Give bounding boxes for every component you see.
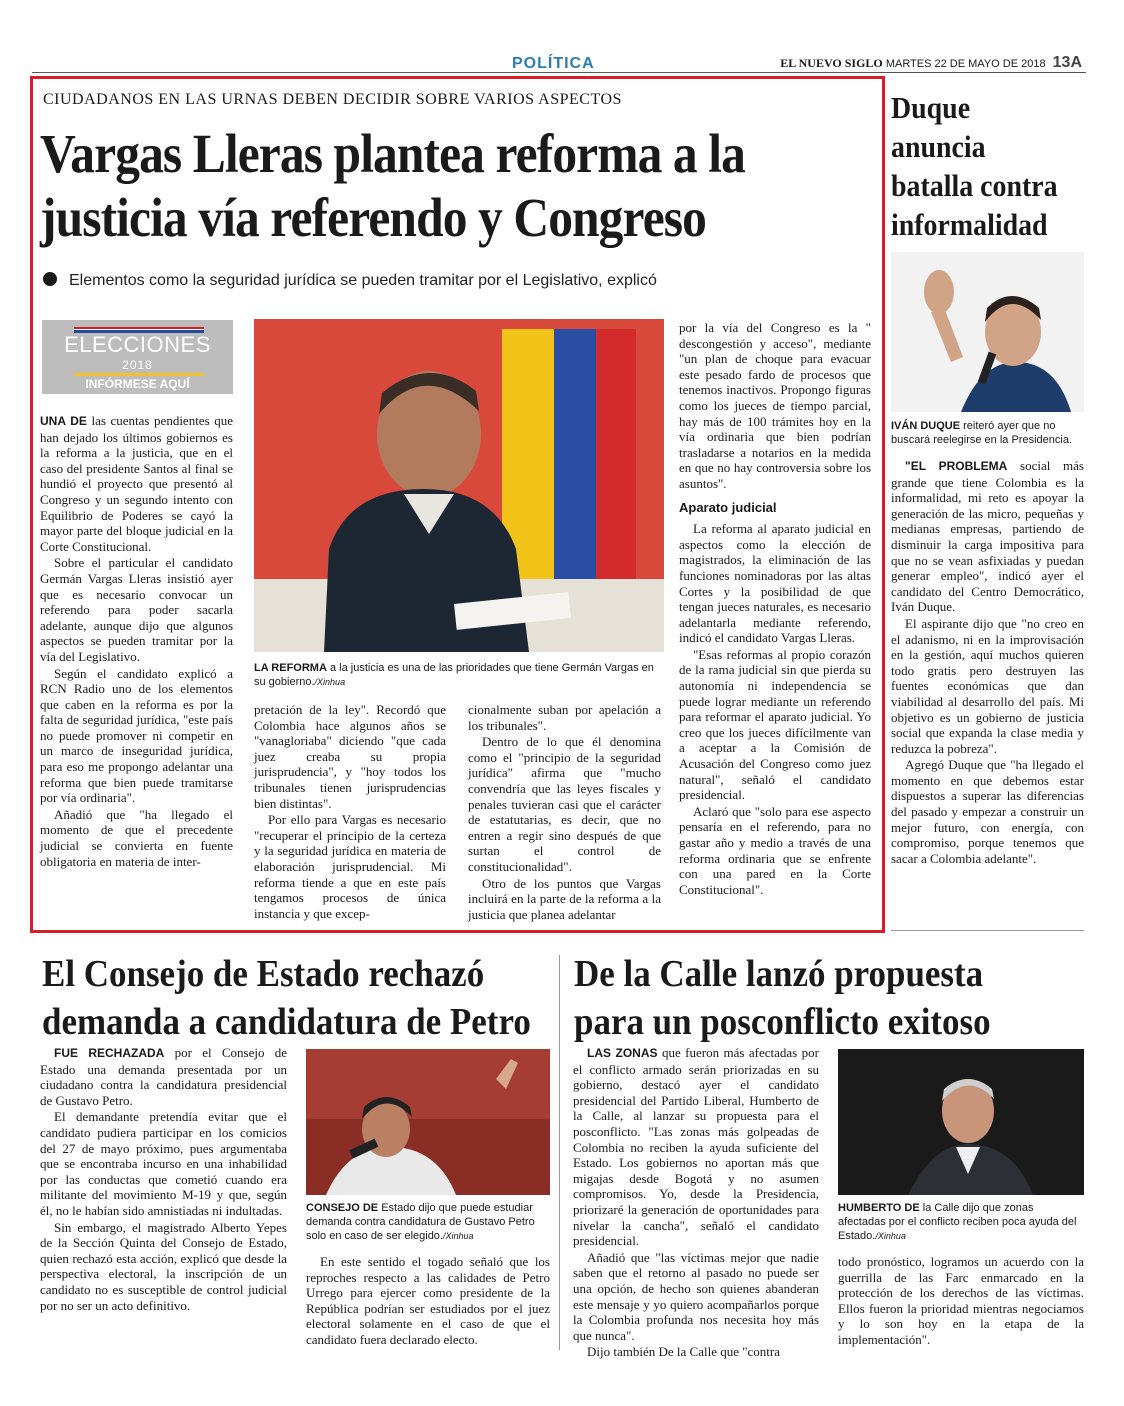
yellow-line: [74, 373, 204, 376]
paragraph: cionalmente suban por apelación a los tribunales".: [468, 702, 661, 733]
side-headline: Duque anuncia batalla contra informalidad: [891, 90, 1058, 242]
main-column-3: [468, 702, 661, 923]
petro-headline: El Consejo de Estado rechazó demanda a candidatura de Petro: [42, 953, 531, 1043]
petro-column-1: [40, 1045, 287, 1314]
bullet-icon: [43, 272, 57, 286]
paragraph: todo pronóstico, logramos un acuerdo con la guerrilla de las Farc enmarcado en la protección de los derechos de las víctimas. Ellos fueron la prioridad mientras negociamos y lo son hoy en la etapa de la implementación".: [838, 1254, 1084, 1347]
petro-photo-caption: CONSEJO DE Estado dijo que puede estudiar demanda contra candidatura de Gustavo Petro solo en caso de ser elegido./Xinhua: [306, 1202, 535, 1242]
elecciones-link[interactable]: INFÓRMESE AQUÍ: [85, 377, 190, 391]
de-la-calle-photo: [838, 1049, 1084, 1195]
photo-illustration: [254, 319, 664, 652]
elecciones-title: ELECCIONES: [64, 332, 211, 357]
lead-in: UNA DE: [40, 414, 87, 428]
paragraph: La reforma al aparato judicial en aspectos como la elección de magistrados, la eliminación de las funciones nominadoras por las altas Cortes y la posibilidad de que tengan jueces naturales, es necesario adelantarla mediante referendo, indicó el candidato Vargas Lleras.: [679, 521, 871, 646]
paragraph: Sin embargo, el magistrado Alberto Yepes de la Sección Quinta del Consejo de Estado, quien rechazó esta acción, explicó que desde la perspectiva electoral, la inscripción de un candidato no es susceptible de control judicial por no ser un acto definitivo.: [40, 1219, 287, 1313]
main-photo-caption: LA REFORMA a la justicia es una de las prioridades que tiene Germán Vargas en su gobierno./Xinhua: [254, 662, 654, 688]
calle-headline: De la Calle lanzó propuesta para un posconflicto exitoso: [574, 953, 991, 1043]
paragraph: por la vía del Congreso es la " descongestión y acceso", mediante "un plan de choque para evacuar este pesado fardo de procesos que tenemos inactivos. Propongo figuras como los jueces de tiempo parcial, hay más de 100 trámites hoy en la vía ordinaria que bien podrían trasladarse a notarios en la medida en que no hay controversia sobre los asuntos".: [679, 320, 871, 491]
section-label: POLÍTICA: [512, 55, 595, 72]
main-kicker: CIUDADANOS EN LAS URNAS DEBEN DECIDIR SOBRE VARIOS ASPECTOS: [43, 91, 622, 108]
main-headline: Vargas Lleras plantea reforma a la justicia vía referendo y Congreso: [40, 123, 745, 248]
paragraph: Añadió que "ha llegado el momento de que el precedente judicial se convierta en fuente obligatoria en materia de inter-: [40, 806, 233, 869]
calle-column-1: [573, 1045, 819, 1361]
paragraph: Sobre el particular el candidato Germán Vargas Lleras insistió ayer que es necesario convocar un referendo para poder sacarla adelante, aunque dijo que algunos aspectos se pueden tramitar por la vía del Legislativo.: [40, 555, 233, 664]
petro-photo: [306, 1049, 550, 1195]
photo-illustration: [891, 252, 1084, 412]
duque-photo: [891, 252, 1084, 412]
paragraph: UNA DE las cuentas pendientes que han dejado los últimos gobiernos es la reforma a la justicia, que en el caso del presidente Santos al final se hundió el proyecto que presentó al Congreso y un segundo intento con Equilibrio de Poderes se cayó la mayor parte del bloque judicial en la Corte Constitucional.: [40, 413, 233, 554]
main-column-1: [40, 413, 233, 870]
paragraph: pretación de la ley". Recordó que Colombia hace algunos años se "vanagloriaba" diciendo "que cada juez creaba su propia jurisprudencia", y "hoy todos los tribunales tienen jurisprudencias bien distintas".: [254, 702, 446, 811]
photo-illustration: [306, 1049, 550, 1195]
calle-photo-caption: HUMBERTO DE la Calle dijo que zonas afectadas por el conflicto reciben poca ayuda del Estado./Xinhua: [838, 1202, 1077, 1242]
paragraph: Dentro de lo que él denomina como el "principio de la seguridad jurídica" afirma que "mucho convendría que las leyes fiscales y penales tuvieran casi que el carácter de estatutarias, es decir, que no entren a regir sino después de que surtan el control de constitucionalidad".: [468, 734, 661, 874]
lead-in: LAS ZONAS: [587, 1046, 658, 1060]
paragraph: Dijo también De la Calle que "contra: [587, 1344, 781, 1360]
paragraph: Aclaró que "solo para ese aspecto pensaría en el referendo, para no gastar año y medio a través de una reforma ordinaria que se enfrente con una pared en la Corte Constitucional".: [679, 803, 871, 897]
subheading: Aparato judicial: [679, 499, 777, 515]
paragraph: Agregó Duque que "ha llegado el momento en que debemos estar dispuestos a superar las diferencias del pasado y empezar a construir un mejor futuro, con energía, con compromiso, porque tenemos que sacar a Colombia adelante".: [891, 757, 1084, 866]
paragraph: El demandante pretendía evitar que el candidato pudiera participar en los comicios del 27 de mayo próximo, pues argumentaba que se encontraba incurso en una inhabilidad por las conductas que cometió cuando era militante del movimiento M-19 y que, según él, no le habían sido amnistiadas ni indultadas.: [40, 1109, 287, 1218]
main-column-2: [254, 702, 446, 922]
paragraph: Otro de los puntos que Vargas incluirá en la parte de la reforma a la justicia que planea adelantar: [468, 875, 661, 922]
paragraph: En este sentido el togado señaló que los reproches respecto a las calidades de Petro Urrego para ejercer como presidente de la República podrían ser estudiados por el juez electoral solamente en el caso de que el candidato fuera declarado electo.: [306, 1254, 550, 1347]
paragraph: El aspirante dijo que "no creo en el adanismo, ni en la improvisación en la gestión, aquí muchos quieren todo gratis pero destruyen las fuentes económicas que dan viabilidad al desarrollo del país. Mi objetivo es un gobierno de justicia social que expanda la clase media y reduzca la pobreza".: [891, 615, 1084, 756]
side-end-rule: [891, 930, 1084, 931]
side-photo-caption: IVÁN DUQUE reiteró ayer que no buscará reelegirse en la Presidencia.: [891, 420, 1072, 446]
deck-text: Elementos como la seguridad jurídica se pueden tramitar por el Legislativo, explicó: [69, 272, 657, 289]
column-divider: [559, 955, 560, 1350]
paragraph: FUE RECHAZADA por el Consejo de Estado una demanda presentada por un ciudadano contra la candidatura presidencial de Gustavo Petro.: [40, 1045, 287, 1108]
header-rule: [32, 72, 1086, 73]
lead-in: "EL PROBLEMA: [905, 459, 1008, 473]
calle-column-2: [838, 1254, 1084, 1349]
paragraph: Añadió que "las víctimas mejor que nadie saben que el retorno al pasado no puede ser una opción, de hecho son quienes abanderan este mensaje y yo quiero acompañarlos porque la Colombia profunda nos necesita hoy más que nunca".: [573, 1249, 819, 1343]
paragraph: "Esas reformas al propio corazón de la rama judicial sin que pierda su autonomía ni independencia se puede lograr mediante un referendo para reformar el aparato judicial. Yo creo que los jueces difícilmente van a aceptar a la Comisión de Acusación del Congreso como juez natural", señaló el candidato presidencial.: [679, 646, 871, 803]
elecciones-banner[interactable]: [42, 320, 233, 394]
side-column: [891, 458, 1084, 867]
paragraph: Por ello para Vargas es necesario "recuperar el principio de la certeza y la seguridad jurídica en materia de elaboración jurisprudencial. Mi reforma tiende a que en este país tengamos procesos de única instancia y que excep-: [254, 812, 446, 921]
main-column-4: [679, 320, 871, 898]
photo-illustration: [838, 1049, 1084, 1195]
page-header: [780, 54, 1082, 72]
paper-name: EL NUEVO SIGLO: [780, 56, 883, 70]
main-deck: [43, 272, 657, 290]
issue-date: MARTES 22 DE MAYO DE 2018: [885, 58, 1046, 70]
vargas-lleras-photo: [254, 319, 664, 652]
lead-in: FUE RECHAZADA: [54, 1046, 165, 1060]
elecciones-year: 2018: [122, 358, 153, 372]
petro-column-2: [306, 1254, 550, 1349]
paragraph: LAS ZONAS que fueron más afectadas por el conflicto armado serán priorizadas en su gobierno, destacó ayer el candidato presidencial del Partido Liberal, Humberto de la Calle, al lanzar su propuesta para el posconflicto. "Las zonas más golpeadas de Colombia no reciben la ayuda suficiente del Estado. Los gobiernos no aportan más que migajas desde Bogotá y no asumen compromisos. Yo, desde la Presidencia, priorizaré la generación de oportunidades para nivelar la cancha", señaló el candidato presidencial.: [573, 1045, 819, 1249]
paragraph: Según el candidato explicó a RCN Radio uno de los elementos que caben en la reforma es por la falta de seguridad jurídica, "este país no puede promover ni competir en un marco de inseguridad jurídica, para eso me propongo adelantar una reforma que bien puede tramitarse por vía ordinaria".: [40, 665, 233, 806]
page-number: 13A: [1052, 54, 1082, 71]
paragraph: "EL PROBLEMA social más grande que tiene Colombia es la informalidad, mi reto es apoyar la generación de las micro, pequeñas y medianas empresas, partiendo de disminuir la carga impositiva para que no se vean asfixiadas y puedan generar empleo", indicó ayer el candidato del Centro Democrático, Iván Duque.: [891, 458, 1084, 615]
